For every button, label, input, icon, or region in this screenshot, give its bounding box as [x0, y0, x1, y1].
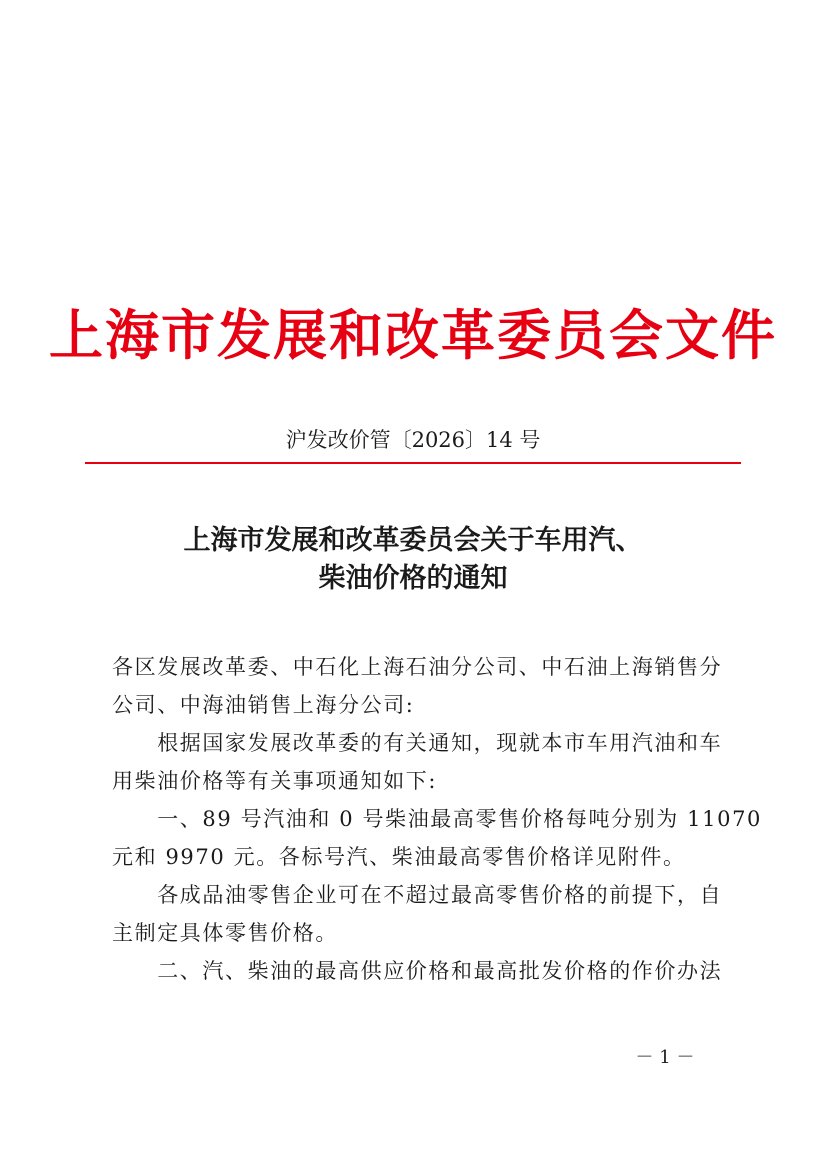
paragraph-3-line-2: 主制定具体零售价格。	[112, 921, 338, 945]
document-title-line-1: 上海市发展和改革委员会关于车用汽、	[183, 525, 643, 556]
document-title	[0, 522, 826, 598]
paragraph-1-line-1: 根据国家发展改革委的有关通知，现就本市车用汽油和车	[112, 731, 723, 755]
document-masthead: 上海市发展和改革委员会文件	[49, 303, 777, 367]
paragraph-2-line-2: 元和 9970 元。各标号汽、柴油最高零售价格详见附件。	[112, 845, 686, 869]
page-number: － 1 －	[635, 1047, 695, 1068]
paragraph-4-line-1: 二、汽、柴油的最高供应价格和最高批发价格的作价办法	[112, 959, 723, 983]
document-number: 沪发改价管〔2026〕14 号	[285, 428, 541, 452]
addressee-line-1: 各区发展改革委、中石化上海石油分公司、中石油上海销售分	[112, 655, 723, 679]
paragraph-3-line-1: 各成品油零售企业可在不超过最高零售价格的前提下，自	[112, 883, 723, 907]
addressee-line-2: 公司、中海油销售上海分公司:	[112, 693, 415, 717]
document-title-line-2: 柴油价格的通知	[318, 563, 508, 594]
paragraph-2-line-1: 一、89 号汽油和 0 号柴油最高零售价格每吨分别为 11070	[112, 807, 762, 831]
paragraph-1-line-2: 用柴油价格等有关事项通知如下:	[112, 769, 438, 793]
red-separator-line	[85, 462, 741, 464]
document-body	[112, 648, 762, 990]
